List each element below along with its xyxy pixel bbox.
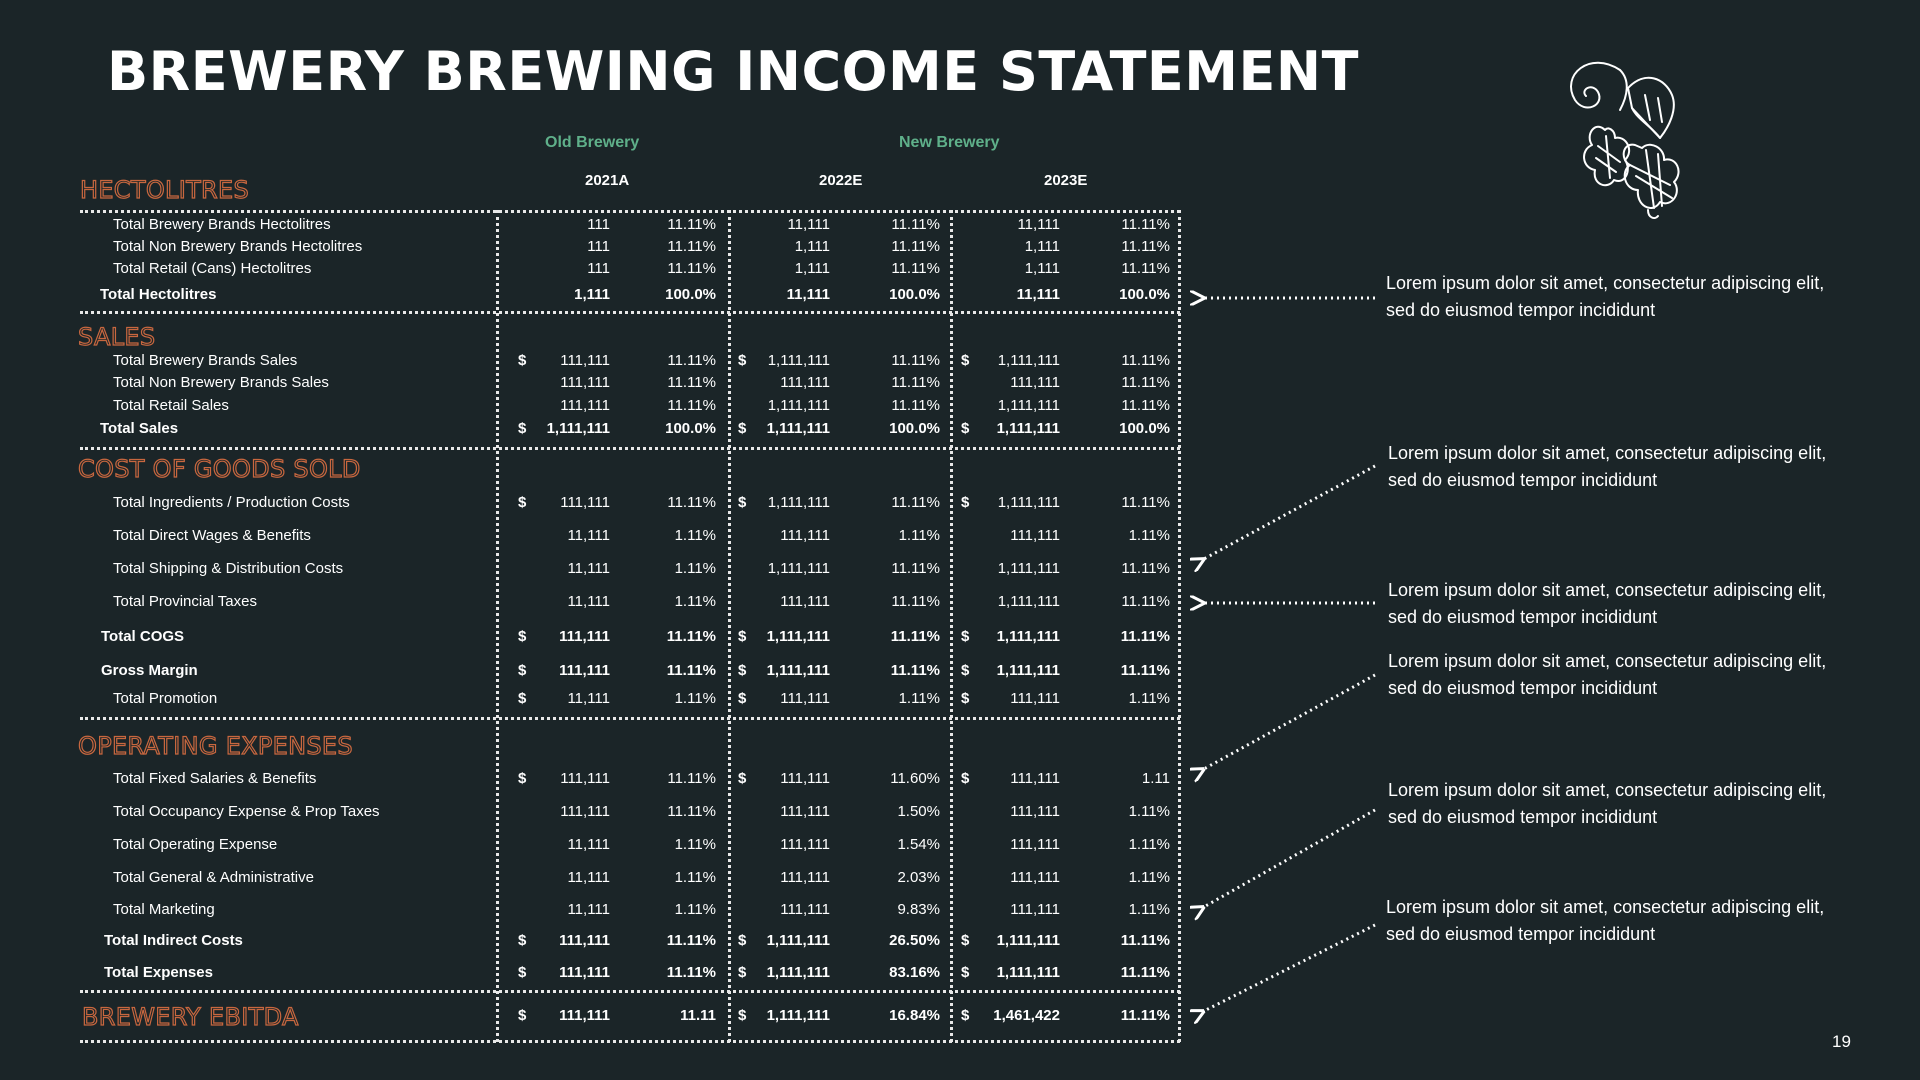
cell-percent: 1.11% (1128, 901, 1170, 918)
cell-value: 11,111 (567, 901, 610, 918)
cell-percent: 1.50% (897, 803, 940, 820)
table-divider (80, 210, 1180, 213)
cell-value: 1,111 (794, 238, 830, 255)
cell-percent: 11.11% (890, 628, 940, 645)
column-divider (1178, 210, 1181, 1042)
cell-value: 1,111,111 (766, 420, 830, 437)
currency-symbol: $ (738, 628, 747, 645)
cell-percent: 11.11% (891, 593, 940, 610)
cell-percent: 11.11% (1120, 932, 1170, 949)
table-divider (80, 1040, 1180, 1043)
arrow-icon (1202, 675, 1375, 770)
cell-value: 1,111,111 (767, 397, 830, 414)
row-label: Total Expenses (104, 964, 213, 981)
row-label: Total Shipping & Distribution Costs (113, 560, 344, 577)
cell-value: 111,111 (780, 803, 830, 820)
cell-value: 1,111,111 (997, 352, 1060, 369)
cell-percent: 1.11% (674, 690, 716, 707)
cell-value: 1,111,111 (767, 352, 830, 369)
currency-symbol: $ (518, 494, 527, 511)
cell-percent: 100.0% (665, 420, 716, 437)
row-label: Total Occupancy Expense & Prop Taxes (113, 803, 380, 820)
cell-value: 11,111 (567, 527, 610, 544)
table-divider (80, 717, 1180, 720)
currency-symbol: $ (518, 352, 527, 369)
cell-value: 1,111,111 (766, 1007, 830, 1024)
section-ebitda: BREWERY EBITDA (82, 1003, 299, 1031)
note-text: Lorem ipsum dolor sit amet, consectetur adipiscing elit, sed do eiusmod tempor incididunt (1386, 897, 1825, 944)
cell-value: 111,111 (559, 932, 610, 949)
cell-value: 1,111 (574, 286, 610, 303)
cell-percent: 11.11% (666, 628, 716, 645)
cell-value: 111,111 (1010, 803, 1060, 820)
cell-percent: 1.11% (1128, 869, 1170, 886)
cell-value: 1,111,111 (546, 420, 610, 437)
currency-symbol: $ (738, 420, 747, 437)
currency-symbol: $ (518, 770, 527, 787)
cell-value: 1,461,422 (993, 1007, 1060, 1024)
group-old-brewery: Old Brewery (545, 134, 640, 151)
currency-symbol: $ (961, 932, 970, 949)
table-divider (80, 311, 1180, 314)
row-label: Total Retail (Cans) Hectolitres (113, 260, 312, 277)
currency-symbol: $ (961, 420, 970, 437)
cell-percent: 11.11% (1120, 964, 1170, 981)
currency-symbol: $ (518, 932, 527, 949)
cell-percent: 11.11% (891, 352, 940, 369)
cell-value: 11,111 (1016, 286, 1060, 303)
cell-value: 111,111 (780, 901, 830, 918)
cell-value: 1,111 (1024, 238, 1060, 255)
cell-percent: 11.11% (1121, 352, 1170, 369)
table-divider (80, 447, 1180, 450)
cell-percent: 100.0% (889, 286, 940, 303)
row-label: Total Provincial Taxes (113, 593, 257, 610)
cell-percent: 16.84% (889, 1007, 940, 1024)
cell-value: 111,111 (780, 869, 830, 886)
note-text: Lorem ipsum dolor sit amet, consectetur adipiscing elit, sed do eiusmod tempor incididunt (1386, 273, 1825, 320)
cell-percent: 1.11% (1128, 527, 1170, 544)
cell-percent: 1.11 (1141, 770, 1170, 787)
currency-symbol: $ (961, 690, 970, 707)
cell-percent: 83.16% (889, 964, 940, 981)
row-label: Total Non Brewery Brands Sales (113, 374, 329, 391)
cell-percent: 11.11% (1120, 1007, 1170, 1024)
hops-icon (1550, 50, 1700, 225)
cell-percent: 11.11% (666, 932, 716, 949)
cell-percent: 11.11% (891, 238, 940, 255)
cell-value: 1,111,111 (997, 560, 1060, 577)
cell-percent: 1.54% (897, 836, 940, 853)
row-label: Total Operating Expense (113, 836, 278, 853)
currency-symbol: $ (738, 964, 747, 981)
cell-value: 111,111 (780, 374, 830, 391)
cell-percent: 11.11% (667, 260, 716, 277)
cell-value: 11,111 (1017, 216, 1060, 233)
cell-percent: 11.11% (890, 662, 940, 679)
cell-percent: 1.11% (1128, 836, 1170, 853)
cell-value: 111,111 (560, 494, 610, 511)
row-label: Total Direct Wages & Benefits (113, 527, 311, 544)
cell-percent: 1.11% (674, 560, 716, 577)
row-label: Total COGS (101, 628, 185, 645)
cell-percent: 11.11% (667, 770, 716, 787)
row-label: Total Hectolitres (100, 286, 217, 303)
year-header: 2021A (585, 172, 630, 189)
currency-symbol: $ (518, 662, 527, 679)
cell-percent: 100.0% (1119, 286, 1170, 303)
cell-value: 111,111 (780, 690, 830, 707)
page-title: BREWERY BREWING INCOME STATEMENT (107, 40, 1359, 103)
cell-percent: 1.11% (1128, 690, 1170, 707)
cell-percent: 100.0% (665, 286, 716, 303)
cell-percent: 11.11% (1121, 238, 1170, 255)
cell-percent: 1.11% (674, 527, 716, 544)
cell-value: 111 (587, 238, 610, 255)
cell-value: 1,111,111 (997, 397, 1060, 414)
cell-value: 11,111 (567, 690, 610, 707)
cell-percent: 11.11% (1121, 560, 1170, 577)
cell-percent: 100.0% (889, 420, 940, 437)
cell-percent: 11.11% (667, 803, 716, 820)
row-label: Total General & Administrative (113, 869, 314, 886)
cell-percent: 11.11% (1121, 397, 1170, 414)
cell-percent: 11.11% (667, 494, 716, 511)
cell-value: 111,111 (1010, 901, 1060, 918)
annotation-arrows (1190, 270, 1390, 1030)
cell-percent: 2.03% (897, 869, 940, 886)
row-label: Total Sales (100, 420, 179, 437)
cell-value: 11,111 (567, 836, 610, 853)
cell-value: 1,111,111 (996, 964, 1060, 981)
currency-symbol: $ (738, 1007, 747, 1024)
cell-percent: 1.11% (1128, 803, 1170, 820)
currency-symbol: $ (518, 1007, 527, 1024)
cell-percent: 1.11% (674, 836, 716, 853)
cell-percent: 11.11% (667, 374, 716, 391)
arrow-icon (1202, 925, 1375, 1012)
currency-symbol: $ (738, 494, 747, 511)
cell-percent: 11.11% (891, 216, 940, 233)
cell-value: 1,111 (794, 260, 830, 277)
cell-percent: 11.11% (1121, 593, 1170, 610)
arrow-icon (1202, 810, 1375, 908)
row-label: Total Ingredients / Production Costs (113, 494, 350, 511)
note-text: Lorem ipsum dolor sit amet, consectetur adipiscing elit, sed do eiusmod tempor incididunt (1388, 780, 1827, 827)
cell-value: 1,111,111 (766, 964, 830, 981)
currency-symbol: $ (961, 1007, 970, 1024)
cell-value: 11,111 (787, 216, 830, 233)
cell-value: 111,111 (1010, 527, 1060, 544)
cell-percent: 11.11% (891, 374, 940, 391)
cell-percent: 11.11% (667, 238, 716, 255)
row-label: Total Brewery Brands Hectolitres (113, 216, 331, 233)
cell-percent: 11.11% (1121, 260, 1170, 277)
cell-value: 111,111 (780, 836, 830, 853)
cell-value: 111 (587, 216, 610, 233)
cell-percent: 11.11% (667, 352, 716, 369)
cell-value: 111 (587, 260, 610, 277)
currency-symbol: $ (738, 352, 747, 369)
cell-percent: 11.11% (667, 216, 716, 233)
cell-value: 111,111 (559, 628, 610, 645)
cell-percent: 11.11% (666, 662, 716, 679)
cell-value: 111,111 (1010, 374, 1060, 391)
cell-percent: 11.11% (891, 260, 940, 277)
row-label: Total Indirect Costs (104, 932, 243, 949)
cell-value: 1,111,111 (767, 560, 830, 577)
currency-symbol: $ (518, 628, 527, 645)
cell-value: 1,111,111 (766, 662, 830, 679)
cell-percent: 1.11% (674, 593, 716, 610)
arrow-icon (1202, 466, 1375, 560)
row-label: Total Fixed Salaries & Benefits (113, 770, 317, 787)
cell-percent: 11.11% (891, 397, 940, 414)
cell-percent: 11.11% (891, 494, 940, 511)
year-header: 2022E (819, 172, 863, 189)
cell-value: 11,111 (786, 286, 830, 303)
cell-percent: 11.11% (1121, 494, 1170, 511)
currency-symbol: $ (518, 690, 527, 707)
cell-percent: 11.11% (666, 964, 716, 981)
cell-value: 111,111 (560, 803, 610, 820)
cell-value: 11,111 (567, 593, 610, 610)
currency-symbol: $ (961, 662, 970, 679)
row-label: Total Retail Sales (113, 397, 229, 414)
cell-value: 111,111 (559, 964, 610, 981)
section-cogs: COST OF GOODS SOLD (78, 455, 361, 483)
cell-percent: 1.11% (674, 869, 716, 886)
cell-value: 111,111 (559, 662, 610, 679)
cell-percent: 11.11 (680, 1007, 716, 1024)
table-divider (80, 990, 1180, 993)
currency-symbol: $ (738, 770, 747, 787)
cell-value: 1,111,111 (996, 932, 1060, 949)
currency-symbol: $ (961, 770, 970, 787)
cell-percent: 11.11% (1120, 662, 1170, 679)
cell-percent: 1.11% (898, 527, 940, 544)
cell-percent: 11.11% (1120, 628, 1170, 645)
cell-value: 1,111,111 (766, 628, 830, 645)
currency-symbol: $ (518, 420, 527, 437)
currency-symbol: $ (738, 932, 747, 949)
cell-value: 1,111,111 (766, 932, 830, 949)
cell-value: 1,111,111 (997, 593, 1060, 610)
cell-value: 111,111 (560, 770, 610, 787)
note-text: Lorem ipsum dolor sit amet, consectetur adipiscing elit, sed do eiusmod tempor incididunt (1388, 443, 1827, 490)
note-text: Lorem ipsum dolor sit amet, consectetur adipiscing elit, sed do eiusmod tempor incididunt (1388, 651, 1827, 698)
currency-symbol: $ (738, 690, 747, 707)
cell-value: 11,111 (567, 560, 610, 577)
cell-percent: 1.11% (674, 901, 716, 918)
cell-percent: 11.11% (667, 397, 716, 414)
cell-value: 111,111 (780, 770, 830, 787)
cell-value: 1,111,111 (996, 662, 1060, 679)
section-opex: OPERATING EXPENSES (78, 732, 353, 760)
cell-value: 1,111,111 (997, 494, 1060, 511)
cell-percent: 11.60% (890, 770, 940, 787)
cell-percent: 11.11% (1121, 374, 1170, 391)
row-label: Total Non Brewery Brands Hectolitres (113, 238, 363, 255)
cell-value: 111,111 (560, 397, 610, 414)
cell-percent: 11.11% (891, 560, 940, 577)
row-label: Gross Margin (101, 662, 198, 679)
cell-value: 1,111 (1024, 260, 1060, 277)
cell-value: 1,111,111 (996, 628, 1060, 645)
note-text: Lorem ipsum dolor sit amet, consectetur adipiscing elit, sed do eiusmod tempor incididunt (1388, 580, 1827, 627)
currency-symbol: $ (961, 628, 970, 645)
section-sales: SALES (78, 323, 156, 351)
currency-symbol: $ (518, 964, 527, 981)
cell-value: 111,111 (559, 1007, 610, 1024)
year-header: 2023E (1044, 172, 1088, 189)
currency-symbol: $ (738, 662, 747, 679)
cell-percent: 11.11% (1121, 216, 1170, 233)
row-label: Total Brewery Brands Sales (113, 352, 298, 369)
cell-value: 111,111 (1010, 869, 1060, 886)
cell-value: 111,111 (560, 374, 610, 391)
page-number: 19 (1832, 1032, 1851, 1051)
cell-value: 1,111,111 (996, 420, 1060, 437)
row-label: Total Marketing (113, 901, 215, 918)
cell-value: 1,111,111 (767, 494, 830, 511)
currency-symbol: $ (961, 352, 970, 369)
cell-percent: 26.50% (889, 932, 940, 949)
section-hectolitres: HECTOLITRES (80, 176, 250, 204)
cell-percent: 9.83% (897, 901, 940, 918)
currency-symbol: $ (961, 494, 970, 511)
currency-symbol: $ (961, 964, 970, 981)
cell-value: 111,111 (1010, 770, 1060, 787)
cell-value: 111,111 (1010, 690, 1060, 707)
cell-value: 111,111 (560, 352, 610, 369)
row-label: Total Promotion (113, 690, 218, 707)
cell-value: 111,111 (780, 527, 830, 544)
cell-value: 11,111 (567, 869, 610, 886)
cell-value: 111,111 (780, 593, 830, 610)
cell-value: 111,111 (1010, 836, 1060, 853)
group-new-brewery: New Brewery (899, 134, 1000, 151)
cell-percent: 1.11% (898, 690, 940, 707)
cell-percent: 100.0% (1119, 420, 1170, 437)
